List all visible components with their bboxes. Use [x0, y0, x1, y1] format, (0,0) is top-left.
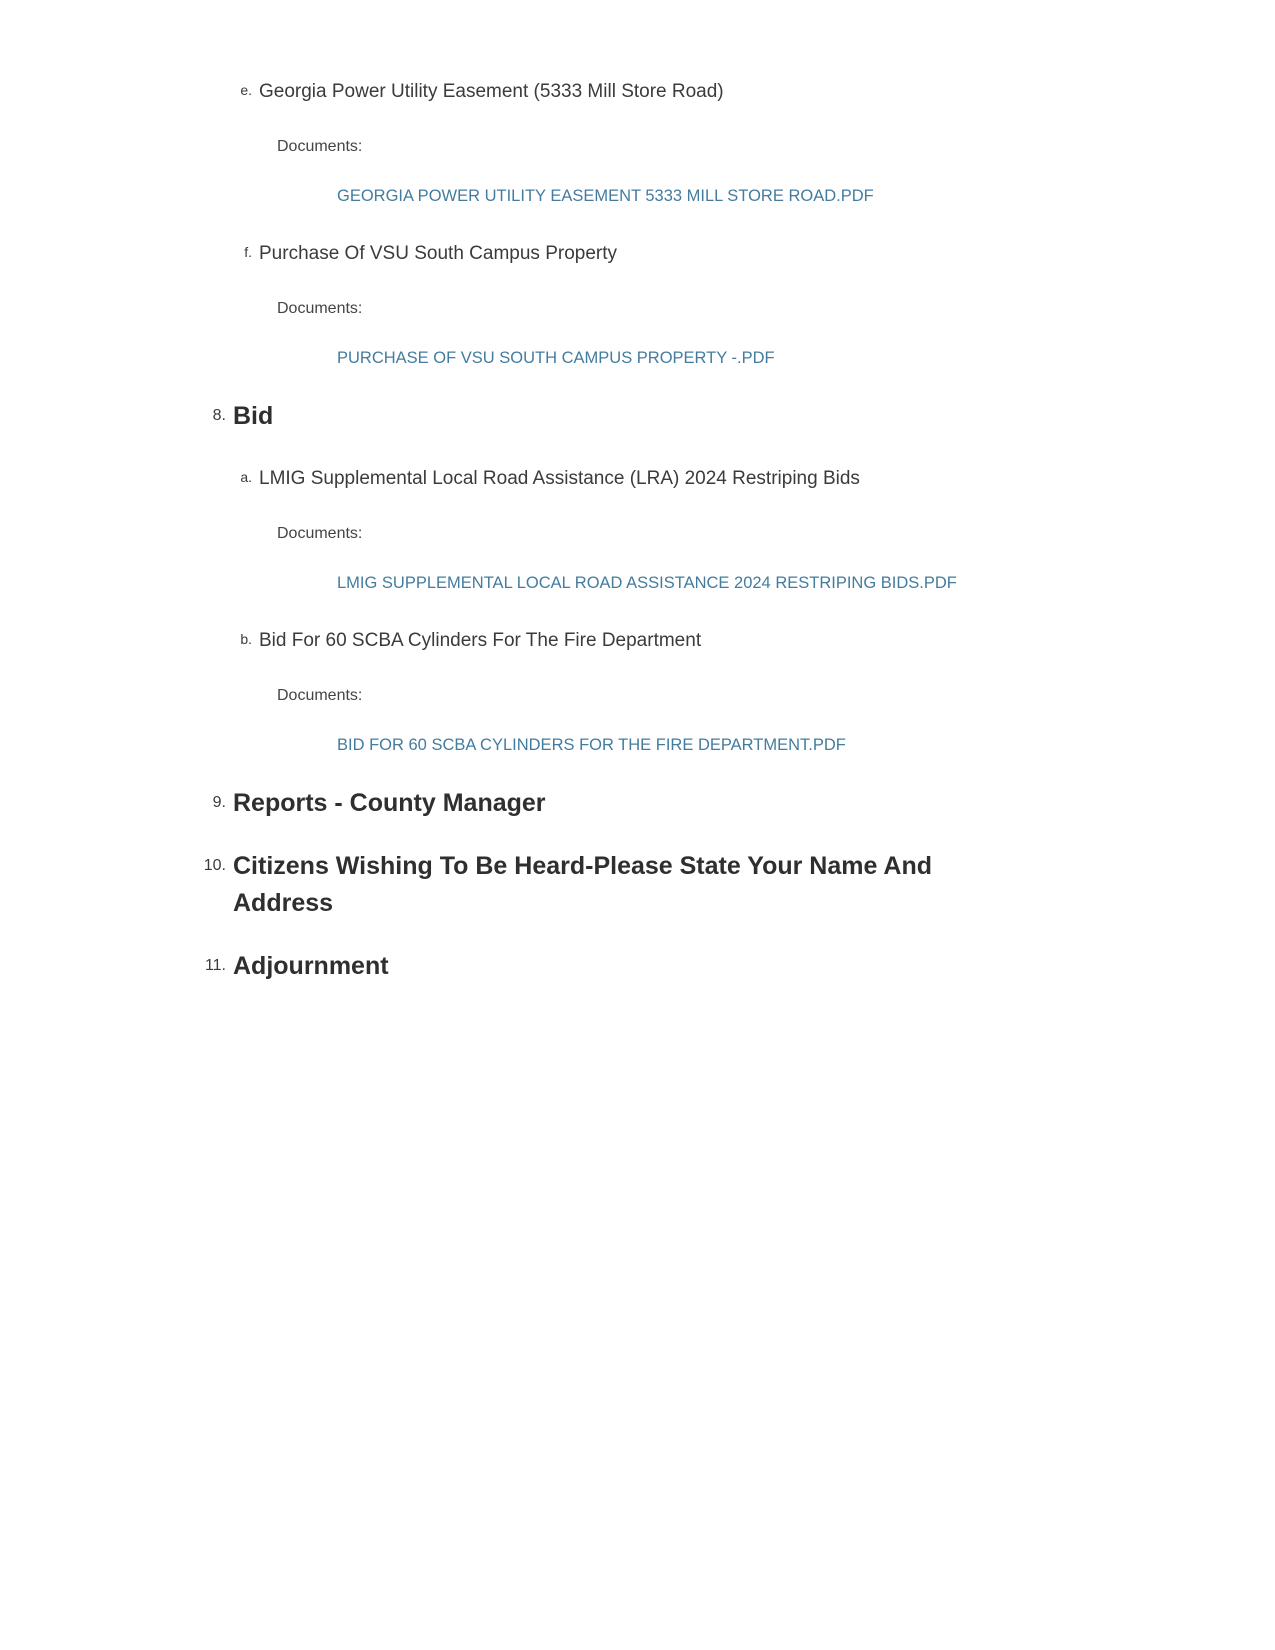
agenda-subitem-f	[232, 242, 1215, 266]
agenda-heading-reports	[200, 791, 1215, 822]
agenda-subitem-8b	[232, 629, 1215, 653]
item-title: Georgia Power Utility Easement (5333 Mill Store Road)	[259, 81, 724, 102]
documents-label: Documents:	[277, 687, 363, 704]
agenda-heading-adjournment	[200, 954, 1215, 985]
heading-title: Bid	[233, 402, 274, 430]
agenda-subitem-8a	[232, 467, 1215, 491]
item-letter: a.	[240, 469, 252, 485]
heading-title: Reports - County Manager	[233, 789, 546, 817]
document-link-scba-cylinders-bid[interactable]: BID FOR 60 SCBA CYLINDERS FOR THE FIRE DEPARTMENT.PDF	[337, 736, 846, 754]
heading-number: 8.	[212, 407, 226, 424]
documents-label: Documents:	[277, 300, 363, 317]
item-title: LMIG Supplemental Local Road Assistance (LRA) 2024 Restriping Bids	[259, 468, 860, 489]
item-letter: e.	[240, 82, 252, 98]
agenda-subitem-e	[232, 80, 1215, 104]
agenda-heading-citizens	[200, 854, 1215, 922]
item-title: Purchase Of VSU South Campus Property	[259, 243, 617, 264]
document-link-vsu-south-campus[interactable]: PURCHASE OF VSU SOUTH CAMPUS PROPERTY -.PDF	[337, 349, 775, 367]
item-letter: f.	[244, 244, 252, 260]
agenda-heading-bid	[200, 404, 1215, 435]
heading-number: 9.	[212, 794, 226, 811]
item-title: Bid For 60 SCBA Cylinders For The Fire Department	[259, 630, 702, 651]
document-link-georgia-power-easement[interactable]: GEORGIA POWER UTILITY EASEMENT 5333 MILL STORE ROAD.PDF	[337, 187, 874, 205]
heading-number: 10.	[203, 857, 226, 874]
heading-title: Citizens Wishing To Be Heard-Please State Your Name And Address	[233, 852, 932, 917]
heading-title: Adjournment	[233, 952, 389, 980]
document-link-lmig-restriping-bids[interactable]: LMIG SUPPLEMENTAL LOCAL ROAD ASSISTANCE 2024 RESTRIPING BIDS.PDF	[337, 574, 957, 592]
documents-label: Documents:	[277, 138, 363, 155]
heading-number: 11.	[204, 957, 226, 974]
item-letter: b.	[240, 631, 252, 647]
documents-label: Documents:	[277, 525, 363, 542]
